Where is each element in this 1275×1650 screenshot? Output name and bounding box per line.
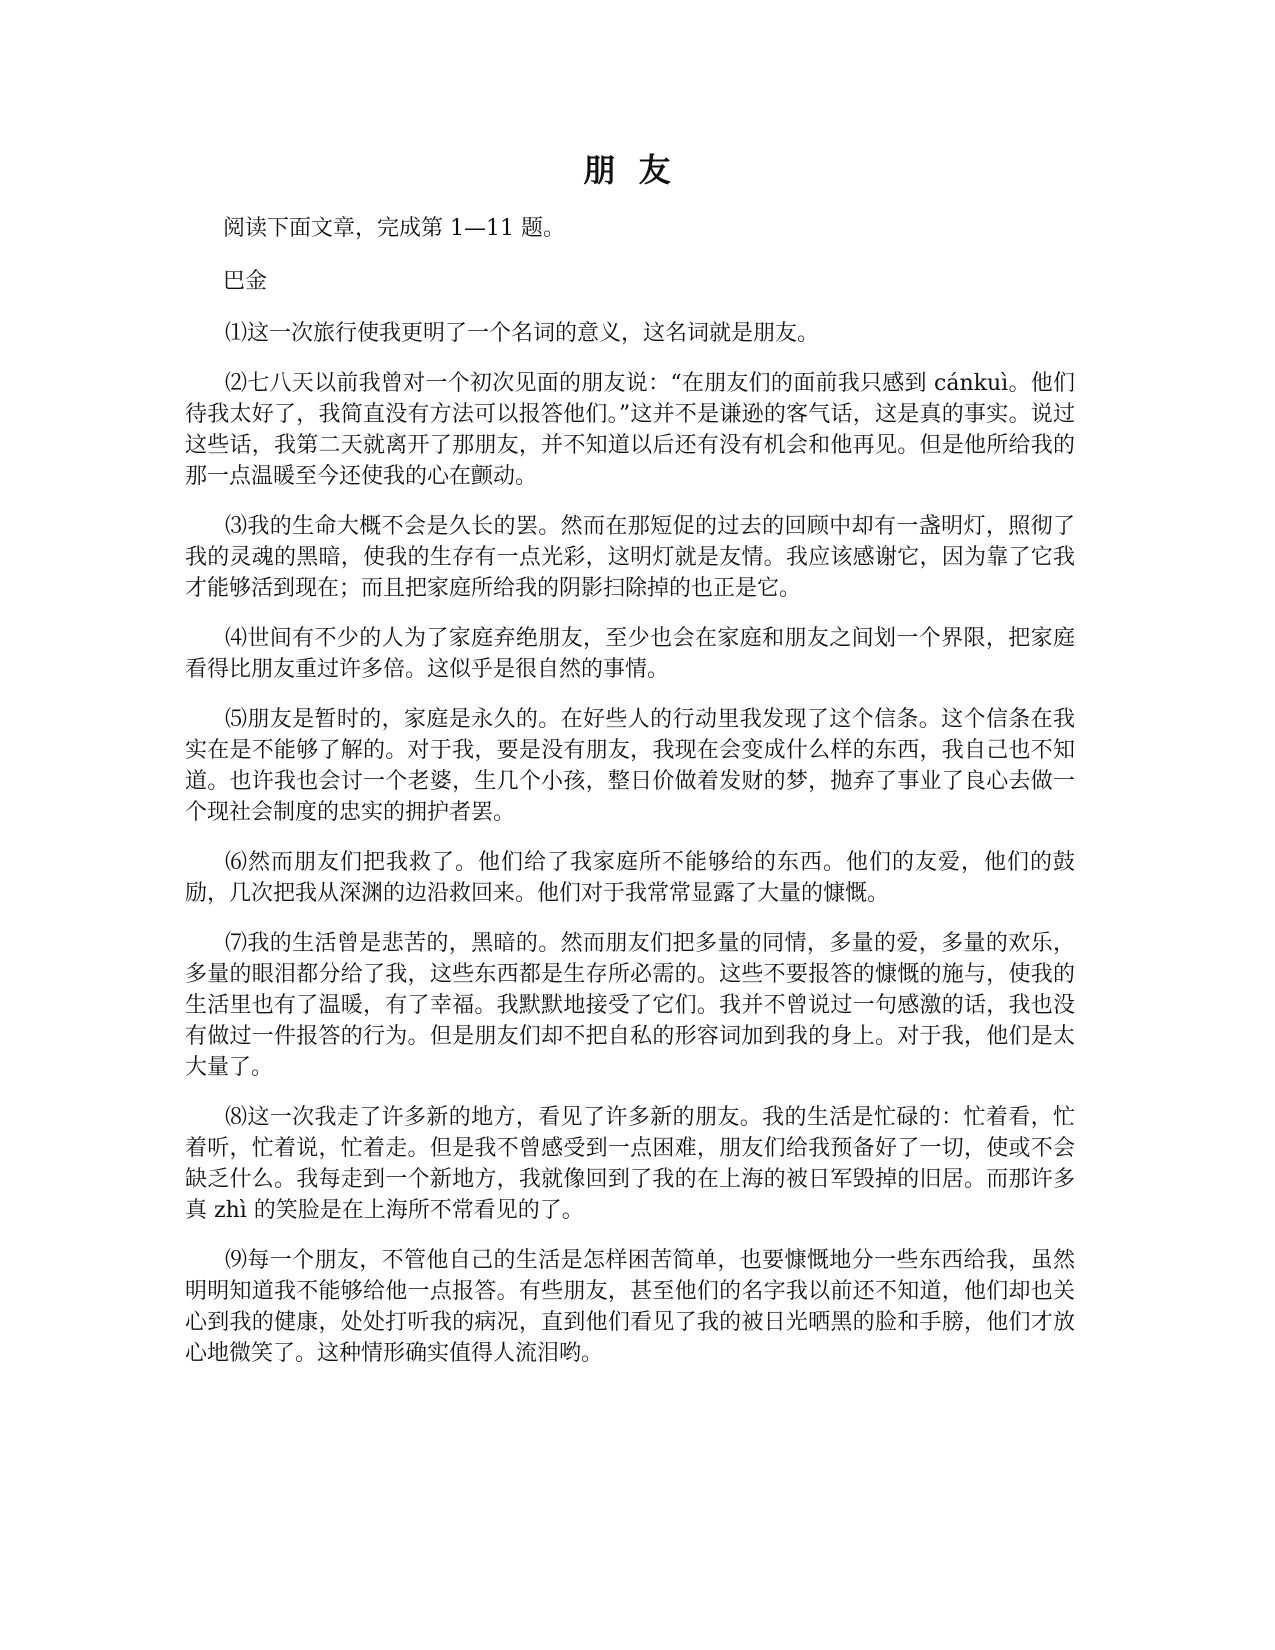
document-title: 朋 友 [583,151,677,189]
document-page [185,140,1075,1388]
paragraph-5: ⑸朋友是暂时的，家庭是永久的。在好些人的行动里我发现了这个信条。这个信条在我实在是不能够了解的。对于我，要是没有朋友，我现在会变成什么样的东西，我自己也不知道。也许我也会讨一个老婆，生几个小孩，整日价做着发财的梦，抛弃了事业了良心去做一个现社会制度的忠实的拥护者罢。 [185,706,1075,825]
paragraph-3: ⑶我的生命大概不会是久长的罢。然而在那短促的过去的回顾中却有一盏明灯，照彻了我的灵魂的黑暗，使我的生存有一点光彩，这明灯就是友情。我应该感谢它，因为靠了它我才能够活到现在；而且把家庭所给我的阴影扫除掉的也正是它。 [185,513,1075,601]
paragraph-7: ⑺我的生活曾是悲苦的，黑暗的。然而朋友们把多量的同情，多量的爱，多量的欢乐，多量的眼泪都分给了我，这些东西都是生存所必需的。这些不要报答的慷慨的施与，使我的生活里也有了温暖，有了幸福。我默默地接受了它们。我并不曾说过一句感激的话，我也没有做过一件报答的行为。但是朋友们却不把自私的形容词加到我的身上。对于我，他们是太大量了。 [185,930,1075,1080]
instruction-text: 阅读下面文章，完成第 1—11 题。 [223,215,565,241]
paragraph-4: ⑷世间有不少的人为了家庭弃绝朋友，至少也会在家庭和朋友之间划一个界限，把家庭看得比朋友重过许多倍。这似乎是很自然的事情。 [185,625,1075,682]
paragraph-9: ⑼每一个朋友，不管他自己的生活是怎样困苦简单，也要慷慨地分一些东西给我，虽然明明知道我不能够给他一点报答。有些朋友，甚至他们的名字我以前还不知道，他们却也关心到我的健康，处处打听我的病况，直到他们看见了我的被日光晒黑的脸和手膀，他们才放心地微笑了。这种情形确实值得人流泪哟。 [185,1247,1075,1366]
paragraph-6: ⑹然而朋友们把我救了。他们给了我家庭所不能够给的东西。他们的友爱，他们的鼓励，几次把我从深渊的边沿救回来。他们对于我常常显露了大量的慷慨。 [185,849,1075,906]
paragraph-2: ⑵七八天以前我曾对一个初次见面的朋友说：“在朋友们的面前我只感到 cánkuì。他们待我太好了，我简直没有方法可以报答他们。”这并不是谦逊的客气话，这是真的事实。说过这些话，我第二天就离开了那朋友，并不知道以后还有没有机会和他再见。但是他所给我的那一点温暖至今还使我的心在颤动。 [185,370,1075,489]
author-name: 巴金 [223,268,268,294]
paragraph-1: ⑴这一次旅行使我更明了一个名词的意义，这名词就是朋友。 [225,320,820,346]
paragraph-8: ⑻这一次我走了许多新的地方，看见了许多新的朋友。我的生活是忙碌的：忙着看，忙着听，忙着说，忙着走。但是我不曾感受到一点困难，朋友们给我预备好了一切，使或不会缺乏什么。我每走到一个新地方，我就像回到了我的在上海的被日军毁掉的旧居。而那许多真 zhì 的笑脸是在上海所不常看见的了。 [185,1104,1075,1223]
